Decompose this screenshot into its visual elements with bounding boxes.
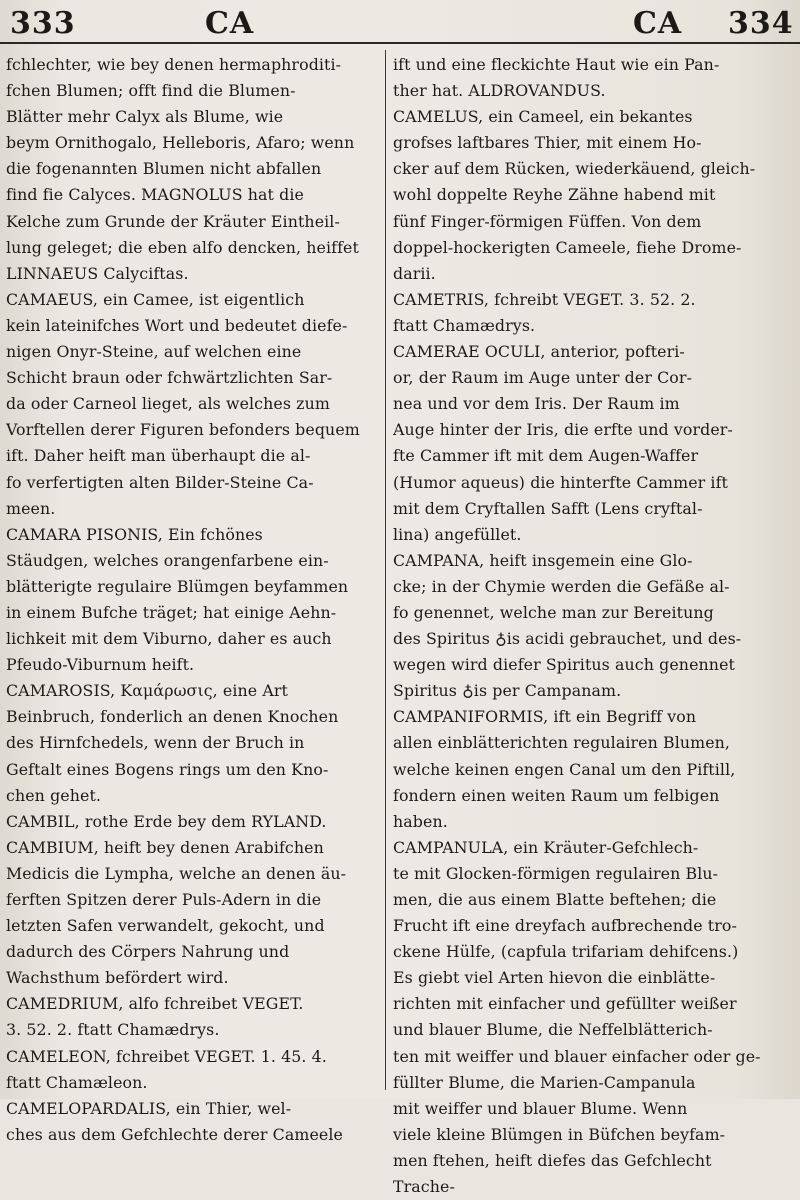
text-line: Auge hinter der Iris, die erfte und vorder- bbox=[393, 420, 733, 440]
text-line: Spiritus ♁is per Campanam. bbox=[393, 681, 622, 701]
text-line: mit dem Cryftallen Safft (Lens cryftal- bbox=[393, 498, 703, 518]
page-number-right: 334 bbox=[728, 6, 794, 41]
text-line: chen gehet. bbox=[6, 785, 102, 805]
text-line: ther hat. ALDROVANDUS. bbox=[393, 81, 606, 101]
text-line: richten mit einfacher und gefüllter weißer bbox=[393, 994, 737, 1014]
text-line: ferften Spitzen derer Puls-Adern in die bbox=[6, 890, 322, 909]
text-line: ift. Daher heift man überhaupt die al- bbox=[6, 446, 311, 466]
text-line: find fie Calyces. MAGNOLUS hat die bbox=[6, 185, 304, 205]
text-line: da oder Carneol lieget, als welches zum bbox=[6, 394, 330, 414]
text-line: CAMERAE OCULI, anterior, pofteri- bbox=[393, 342, 685, 362]
text-line: Schicht braun oder fchwärtzlichten Sar- bbox=[6, 368, 333, 388]
text-line: CAMARA PISONIS, Ein fchönes bbox=[6, 524, 263, 544]
text-line: füllter Blume, die Marien-Campanula bbox=[393, 1072, 696, 1092]
text-line: 3. 52. 2. ftatt Chamædrys. bbox=[6, 1020, 220, 1040]
text-line: wohl doppelte Reyhe Zähne habend mit bbox=[393, 185, 716, 205]
text-line: die fogenannten Blumen nicht abfallen bbox=[6, 159, 322, 179]
text-line: LINNAEUS Calyciftas. bbox=[6, 263, 189, 283]
text-line: Blätter mehr Calyx als Blume, wie bbox=[6, 107, 284, 127]
text-line: CAMELOPARDALIS, ein Thier, wel- bbox=[6, 1098, 292, 1118]
text-line: fchen Blumen; offt find die Blumen- bbox=[6, 81, 296, 101]
text-line: fchlechter, wie bey denen hermaphroditi- bbox=[6, 55, 342, 74]
text-line: dadurch des Cörpers Nahrung und bbox=[6, 942, 290, 962]
text-line: in einem Bufche träget; hat einige Aehn- bbox=[6, 602, 337, 622]
text-line: Geftalt eines Bogens rings um den Kno- bbox=[6, 759, 329, 779]
text-line: fondern einen weiten Raum um felbigen bbox=[393, 785, 720, 805]
text-line: cker auf dem Rücken, wiederkäuend, gleich- bbox=[393, 159, 756, 179]
text-line: cke; in der Chymie werden die Gefäße al- bbox=[393, 576, 730, 596]
text-line: Vorftellen derer Figuren befonders bequem bbox=[6, 420, 360, 440]
text-line: ches aus dem Gefchlechte derer Cameele bbox=[6, 1124, 343, 1144]
text-line: allen einblätterichten regulairen Blumen, bbox=[393, 733, 731, 753]
text-line: ten mit weiffer und blauer einfacher oder ge- bbox=[393, 1046, 761, 1066]
text-line: lung geleget; die eben alfo dencken, heiffet bbox=[6, 237, 359, 257]
text-line: und blauer Blume, die Neffelblätterich- bbox=[393, 1020, 713, 1040]
text-line: Frucht ift eine dreyfach aufbrechende tro- bbox=[393, 916, 737, 936]
header-rule bbox=[0, 42, 800, 44]
text-line: darii. bbox=[393, 263, 436, 283]
text-line: Kelche zum Grunde der Kräuter Eintheil- bbox=[6, 211, 340, 231]
text-line: ftatt Chamæleon. bbox=[6, 1072, 148, 1092]
text-line: blätterigte regulaire Blümgen beyfammen bbox=[6, 576, 349, 596]
text-line: wegen wird diefer Spiritus auch genennet bbox=[393, 655, 735, 675]
text-line: nea und vor dem Iris. Der Raum im bbox=[393, 394, 680, 414]
text-line: doppel-hockerigten Cameele, fiehe Drome- bbox=[393, 237, 742, 257]
text-line: meen. bbox=[6, 498, 56, 518]
page-header bbox=[0, 0, 800, 40]
right-column bbox=[393, 52, 793, 1200]
text-line: beym Ornithogalo, Helleboris, Afaro; wenn bbox=[6, 133, 355, 153]
text-line: Beinbruch, fonderlich an denen Knochen bbox=[6, 707, 339, 727]
text-line: CAMBIL, rothe Erde bey dem RYLAND. bbox=[6, 811, 327, 831]
text-line: CAMETRIS, fchreibt VEGET. 3. 52. 2. bbox=[393, 289, 696, 309]
text-line: CAMPANULA, ein Kräuter-Gefchlech- bbox=[393, 837, 699, 857]
running-head-left: CA bbox=[205, 6, 255, 41]
page-number-left: 333 bbox=[10, 6, 76, 41]
running-head-right: CA bbox=[633, 6, 683, 41]
text-line: fte Cammer ift mit dem Augen-Waffer bbox=[393, 446, 699, 466]
column-divider bbox=[385, 50, 386, 1090]
text-line: Stäudgen, welches orangenfarbene ein- bbox=[6, 550, 329, 570]
text-line: CAMAROSIS, Καμάρωσις, eine Art bbox=[6, 681, 288, 701]
text-line: CAMEDRIUM, alfo fchreibet VEGET. bbox=[6, 994, 304, 1014]
text-line: CAMELUS, ein Cameel, ein bekantes bbox=[393, 107, 693, 127]
text-line: letzten Safen verwandelt, gekocht, und bbox=[6, 916, 325, 936]
text-line: des Hirnfchedels, wenn der Bruch in bbox=[6, 733, 305, 753]
text-line: fo verfertigten alten Bilder-Steine Ca- bbox=[6, 472, 314, 492]
text-line: CAMPANIFORMIS, ift ein Begriff von bbox=[393, 707, 697, 727]
text-line: te mit Glocken-förmigen regulairen Blu- bbox=[393, 863, 719, 883]
text-line: Pfeudo-Viburnum heift. bbox=[6, 655, 195, 675]
text-line: grofses laftbares Thier, mit einem Ho- bbox=[393, 133, 702, 153]
text-line: men ftehen, heift diefes das Gefchlecht bbox=[393, 1150, 712, 1170]
text-line: des Spiritus ♁is acidi gebrauchet, und des- bbox=[393, 629, 742, 649]
text-line: viele kleine Blümgen in Büfchen beyfam- bbox=[393, 1124, 726, 1144]
text-line: Medicis die Lympha, welche an denen äu- bbox=[6, 863, 347, 883]
text-line: ftatt Chamædrys. bbox=[393, 315, 536, 335]
text-line: Es giebt viel Arten hievon die einblätte- bbox=[393, 968, 716, 988]
text-line: men, die aus einem Blatte beftehen; die bbox=[393, 890, 717, 909]
text-line: fo genennet, welche man zur Bereitung bbox=[393, 602, 714, 622]
text-line: Wachsthum befördert wird. bbox=[6, 968, 229, 988]
text-line: nigen Onyr-Steine, auf welchen eine bbox=[6, 342, 302, 362]
text-line: CAMBIUM, heift bey denen Arabifchen bbox=[6, 837, 324, 857]
text-line: CAMAEUS, ein Camee, ist eigentlich bbox=[6, 289, 305, 309]
text-line: mit weiffer und blauer Blume. Wenn bbox=[393, 1098, 688, 1118]
text-line: CAMPANA, heift insgemein eine Glo- bbox=[393, 550, 693, 570]
text-line: ift und eine fleckichte Haut wie ein Pan- bbox=[393, 55, 720, 74]
text-line: haben. bbox=[393, 811, 448, 831]
text-line: ckene Hülfe, (capfula trifariam dehifcens.) bbox=[393, 942, 739, 962]
text-line: lina) angefüllet. bbox=[393, 524, 522, 544]
text-line: Trache- bbox=[393, 1177, 455, 1197]
text-line: welche keinen engen Canal um den Piftill, bbox=[393, 759, 736, 779]
text-line: or, der Raum im Auge unter der Cor- bbox=[393, 368, 693, 388]
text-line: kein lateinifches Wort und bedeutet diefe- bbox=[6, 315, 348, 335]
text-line: lichkeit mit dem Viburno, daher es auch bbox=[6, 629, 332, 649]
text-line: (Humor aqueus) die hinterfte Cammer ift bbox=[393, 472, 728, 492]
text-line: CAMELEON, fchreibet VEGET. 1. 45. 4. bbox=[6, 1046, 327, 1066]
left-column bbox=[6, 52, 378, 1148]
text-line: fünf Finger-förmigen Füffen. Von dem bbox=[393, 211, 702, 231]
